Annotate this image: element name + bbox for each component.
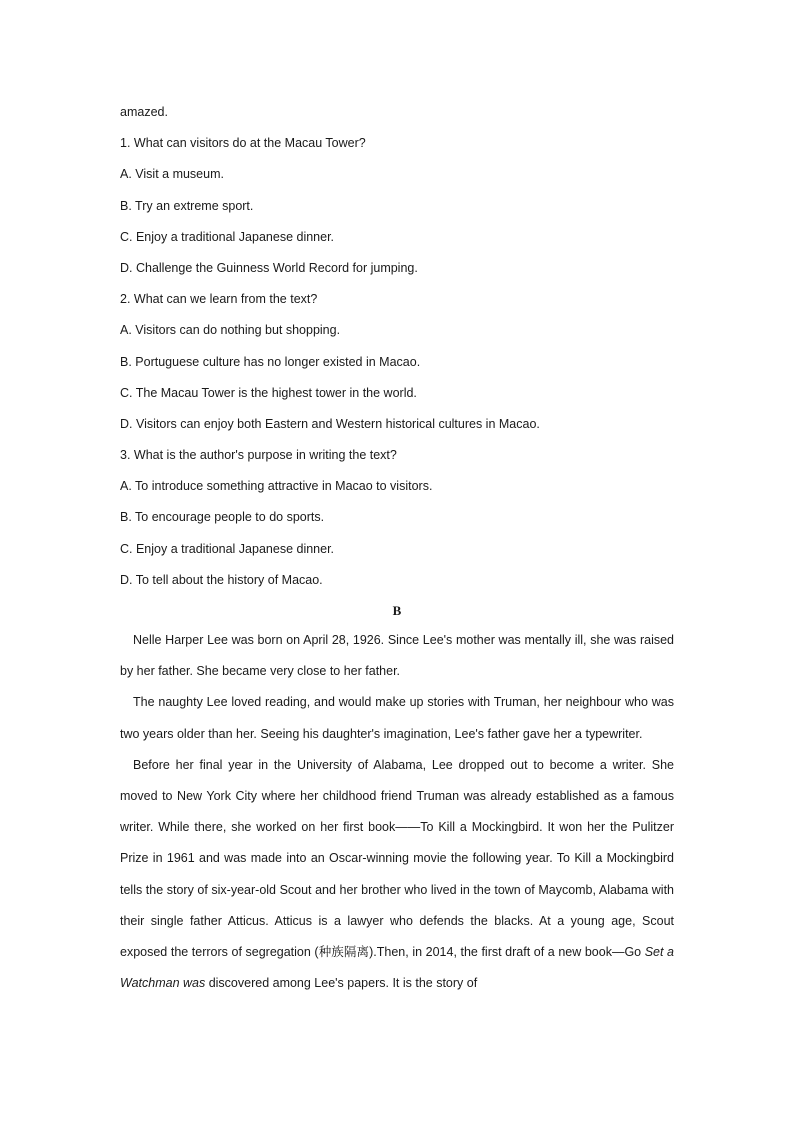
paragraph-text: Before her final year in the University of Alabama, Lee dropped out to become a writer. She moved to New York City where her childhood friend Truman was already established as a famous writer. While there, she worked on her first book——To Kill a Mockingbird. It won her the Pulitzer Prize in 1961 and was made into an Oscar-winning movie the following year. To Kill a Mockingbird tells the story of six-year-old Scout and her brother who lived in the town of Maycomb, Alabama with their single father Atticus. Atticus is a lawyer who defends the blacks. At a young age, Scout exposed the terrors of segregation (种族隔离).Then, in 2014, the first draft of a new book—Go: [120, 757, 674, 960]
italic-book-title: Set a Watchman was: [120, 945, 675, 991]
section-title: B: [392, 603, 402, 618]
question-option: C. Enjoy a traditional Japanese dinner.: [120, 229, 335, 244]
question-option: A. Visit a museum.: [120, 167, 224, 182]
question-stem: 3. What is the author's purpose in writing the text?: [120, 448, 397, 463]
intro-tail-text: amazed.: [120, 105, 168, 119]
paragraph: Nelle Harper Lee was born on April 28, 1926. Since Lee's mother was mentally ill, she was raised by her father. She became very close to her father.: [120, 633, 674, 679]
question-option: A. To introduce something attractive in Macao to visitors.: [120, 479, 433, 494]
question-option: C. The Macau Tower is the highest tower in the world.: [120, 385, 417, 400]
question-stem: 1. What can visitors do at the Macau Tower?: [120, 136, 366, 151]
page-content: [120, 97, 674, 999]
question-option: B. To encourage people to do sports.: [120, 510, 325, 525]
paragraph: [120, 750, 674, 1000]
paragraph: The naughty Lee loved reading, and would make up stories with Truman, her neighbour who was two years older than her. Seeing his daughter's imagination, Lee's father gave her a typewriter.: [120, 695, 674, 741]
question-1: [120, 128, 674, 284]
question-option: D. Visitors can enjoy both Eastern and Western historical cultures in Macao.: [120, 416, 540, 431]
question-3: [120, 440, 674, 596]
question-option: C. Enjoy a traditional Japanese dinner.: [120, 541, 335, 556]
question-stem: 2. What can we learn from the text?: [120, 292, 318, 307]
question-option: D. Challenge the Guinness World Record for jumping.: [120, 260, 418, 275]
paragraph-text-tail: discovered among Lee's papers. It is the story of: [205, 976, 478, 991]
question-option: B. Portuguese culture has no longer existed in Macao.: [120, 354, 421, 369]
question-option: D. To tell about the history of Macao.: [120, 572, 323, 587]
question-option: A. Visitors can do nothing but shopping.: [120, 323, 341, 338]
question-option: B. Try an extreme sport.: [120, 198, 254, 213]
question-2: [120, 284, 674, 440]
